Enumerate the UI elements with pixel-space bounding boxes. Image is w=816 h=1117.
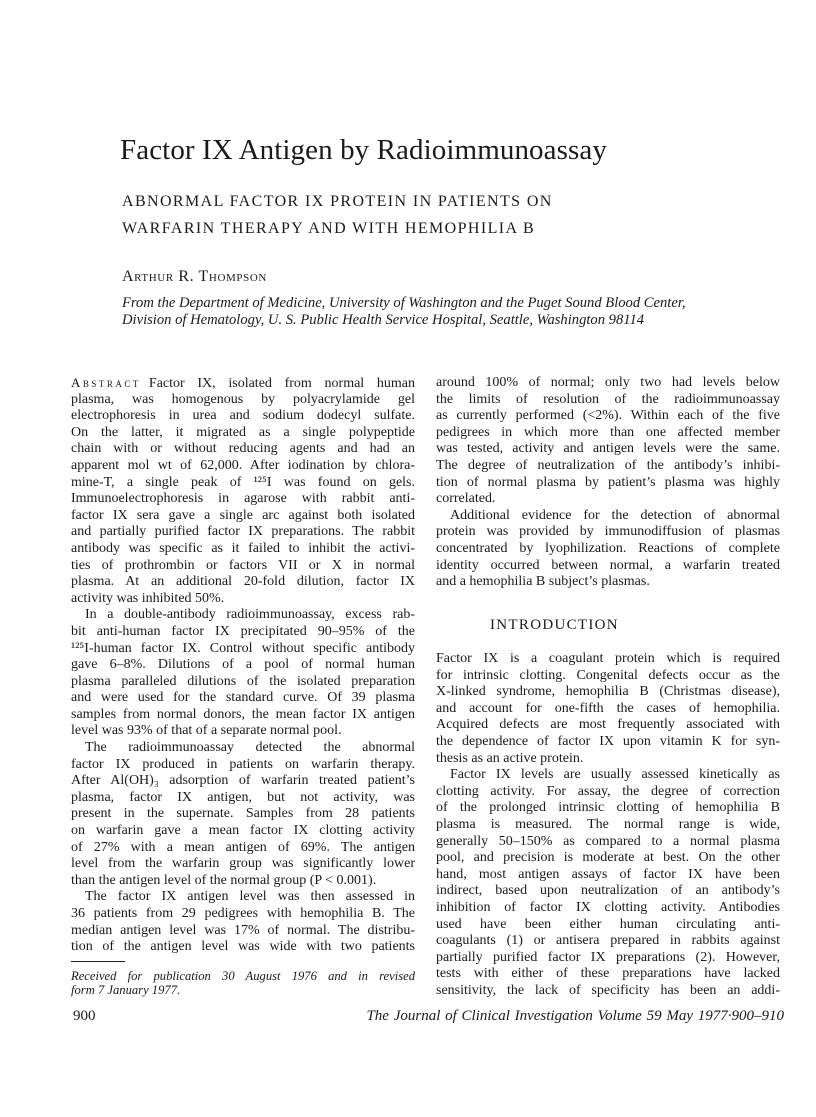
text-line: pedigrees in which more than one affected member (436, 424, 780, 440)
text-line: activity was inhibited 50%. (71, 590, 225, 606)
paragraph (436, 767, 780, 999)
text-line: and partially purified factor IX preparations. The rabbit (71, 524, 415, 540)
text-line: level from the warfarin group was significantly lower (71, 856, 415, 872)
text-line: Factor IX is a coagulant protein which is required (436, 651, 780, 666)
text-line: partially purified factor IX preparations (2). However, (436, 949, 780, 965)
text-line: indirect, based upon neutralization of an antibody’s (436, 883, 780, 899)
text-line: factor IX sera gave a single arc against both isolated (71, 507, 415, 523)
text-line: hand, most antigen assays of factor IX have been (436, 866, 780, 882)
text-line: The radioimmunoassay detected the abnormal (85, 740, 415, 756)
journal-citation: The Journal of Clinical Investigation Volume 59 May 1977·900–910 (366, 1008, 784, 1024)
text-line: for intrinsic clotting. Congenital defects occur as the (436, 667, 780, 683)
text-line: plasma paralleled dilutions of the isolated preparation (71, 673, 415, 689)
text-line: identity occurred between normal, a warfarin treated (436, 557, 780, 573)
text-line: chain with or without reducing agents and had an (71, 441, 415, 457)
text-line: plasma, factor IX antigen, but not activity, was (71, 789, 415, 805)
author-name: Arthur R. Thompson (122, 268, 267, 285)
text-line: Abstract Factor IX, isolated from normal human (71, 375, 415, 391)
text-line: the limits of resolution of the radioimmunoassay (436, 391, 780, 407)
article-subtitle-line: ABNORMAL FACTOR IX PROTEIN IN PATIENTS ON (122, 193, 553, 210)
text-line: Additional evidence for the detection of abnormal (450, 507, 780, 523)
text-line: ¹²⁵I-human factor IX. Control without specific antibody (71, 640, 415, 656)
text-line: level was 93% of that of a separate normal pool. (71, 723, 342, 739)
text-line: of the prolonged intrinsic clotting of hemophilia B (436, 800, 780, 816)
text-line: Acquired defects are most frequently associated with (436, 717, 780, 733)
text-line: bit anti-human factor IX precipitated 90–95% of the (71, 623, 415, 639)
text-line: present in the supernate. Samples from 28 patients (71, 806, 415, 822)
paragraph (71, 889, 415, 955)
article-title: Factor IX Antigen by Radioimmunoassay (120, 134, 607, 166)
footnote-divider (71, 961, 125, 962)
text-line: Immunoelectrophoresis in agarose with rabbit anti- (71, 491, 415, 507)
page-number: 900 (73, 1008, 96, 1024)
text-line: ties of prothrombin or factors VII or X in normal (71, 557, 415, 573)
text-line: thesis as an active protein. (436, 750, 584, 766)
text-line: samples from normal donors, the mean factor IX antigen (71, 706, 415, 722)
text-line: inhibition of factor IX clotting activity. Antibodies (436, 899, 780, 915)
text-line: Factor IX levels are usually assessed kinetically as (450, 767, 780, 783)
text-line: the dependence of factor IX upon vitamin K for syn- (436, 733, 780, 749)
text-line: mine-T, a single peak of ¹²⁵I was found on gels. (71, 474, 415, 490)
text-line: as currently performed (<2%). Within each of the five (436, 408, 780, 424)
text-line: of 27% with a mean antigen of 69%. The antigen (71, 839, 415, 855)
text-line: On the latter, it migrated as a single polypeptide (71, 424, 415, 440)
left-column (71, 375, 415, 956)
section-heading-introduction: INTRODUCTION (490, 617, 619, 633)
text-line: generally 50–150% as compared to a normal plasma (436, 833, 780, 849)
text-line: protein was provided by immunodiffusion of plasmas (436, 524, 780, 540)
text-line: on warfarin gave a mean factor IX clotting activity (71, 823, 415, 839)
text-line: tion of normal plasma by patient’s plasma was highly (436, 474, 780, 490)
footnote-line: form 7 January 1977. (71, 983, 181, 997)
text-line: and account for one-fifth the cases of hemophilia. (436, 700, 780, 716)
text-line: 36 patients from 29 pedigrees with hemophilia B. The (71, 906, 415, 921)
article-subtitle-line: WARFARIN THERAPY AND WITH HEMOPHILIA B (122, 220, 536, 237)
text-line: coagulants (1) or antisera prepared in rabbits against (436, 933, 780, 949)
text-line: and were used for the standard curve. Of 39 plasma (71, 690, 415, 706)
paragraph (71, 607, 415, 740)
paragraph (436, 651, 780, 767)
text-line: antibody was specific as it failed to inhibit the activi- (71, 540, 415, 556)
abstract-label: Abstract (71, 375, 141, 390)
text-line: around 100% of normal; only two had levels below (436, 375, 780, 390)
affiliation-line: Division of Hematology, U. S. Public Health Service Hospital, Seattle, Washington 98114 (122, 312, 645, 328)
text-line: The factor IX antigen level was then assessed in (85, 889, 415, 905)
paragraph (436, 375, 780, 508)
text-line: sensitivity, the lack of specificity has been an addi- (436, 982, 780, 998)
text-line: than the antigen level of the normal group (P < 0.001). (71, 872, 377, 888)
text-line: used have been either human circulating anti- (436, 916, 780, 932)
text-line: plasma. At an additional 20-fold dilution, factor IX (71, 574, 415, 590)
text-line: and a hemophilia B subject’s plasmas. (436, 574, 650, 590)
text-line: concentrated by lyophilization. Reactions of complete (436, 540, 780, 556)
text-line: After Al(OH)₃ adsorption of warfarin treated patient’s (71, 773, 415, 789)
paragraph (436, 508, 780, 591)
text-line: The degree of neutralization of the antibody’s inhibi- (436, 457, 780, 473)
text-line: plasma, was homogenous by polyacrylamide gel (71, 391, 415, 407)
introduction-body (436, 651, 780, 999)
affiliation-line: From the Department of Medicine, University of Washington and the Puget Sound Blood Center, (122, 295, 686, 311)
text-line: plasma is measured. The normal range is wide, (436, 816, 780, 832)
right-column (436, 375, 780, 591)
text-line: apparent mol wt of 62,000. After iodination by chlora- (71, 457, 415, 473)
text-line: correlated. (436, 491, 496, 507)
paragraph (71, 740, 415, 889)
text-line: clotting activity. For assay, the degree of correction (436, 783, 780, 799)
text-line: factor IX produced in patients on warfarin therapy. (71, 756, 415, 772)
text-line: was tested, activity and antigen levels were the same. (436, 441, 780, 457)
text-line: tests with either of these preparations have lacked (436, 966, 780, 982)
text-line: pool, and precision is moderate at best. On the other (436, 850, 780, 866)
text-line: gave 6–8%. Dilutions of a pool of normal human (71, 657, 415, 673)
text-line: X-linked syndrome, hemophilia B (Christmas disease), (436, 684, 780, 700)
text-line: electrophoresis in urea and sodium dodecyl sulfate. (71, 408, 415, 424)
footnote-line: Received for publication 30 August 1976 and in revised (71, 969, 415, 983)
paragraph (71, 375, 415, 607)
text-line: In a double-antibody radioimmunoassay, excess rab- (85, 607, 415, 623)
text-line: median antigen level was 17% of normal. The distribu- (71, 922, 415, 938)
text-line: tion of the antigen level was wide with two patients (71, 939, 415, 955)
